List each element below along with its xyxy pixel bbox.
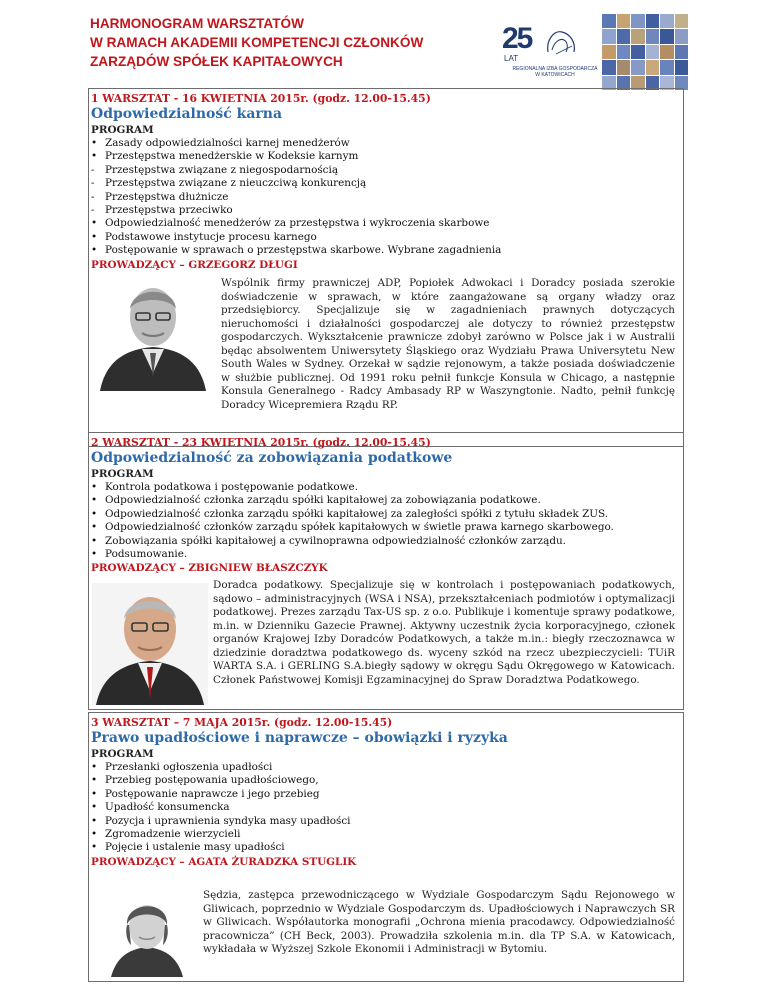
program-list [91,481,681,561]
list-item: • Odpowiedzialność członka zarządu spółki kapitałowej za zobowiązania podatkowe. [91,494,541,507]
title-line-3: ZARZĄDÓW SPÓŁEK KAPITAŁOWYCH [90,54,343,69]
portrait-image [97,889,197,977]
list-item: • Podsumowanie. [91,548,188,561]
list-item: • Zobowiązania spółki kapitałowej a cywilnoprawna odpowiedzialność członków zarządu. [91,534,566,547]
workshop-1 [88,88,684,447]
program-label: PROGRAM [91,748,154,760]
list-item: • Zasady odpowiedzialności karnej menedżerów [91,137,350,149]
lecturer-name: PROWADZĄCY – GRZEGORZ DŁUGI [91,258,298,271]
list-item: • Przebieg postępowania upadłościowego, [91,774,319,787]
program-label: PROGRAM [91,468,154,480]
list-item: • Przesłanki ogłoszenia upadłości [91,761,273,773]
portrait-image [92,273,214,391]
lecturer-bio: Sędzia, zastępca przewodniczącego w Wydziale Gospodarczym Sądu Rejonowego w Gliwicach, poprzednio w Wydziale Gospodarczym ds. Upadłościowych i Naprawczych SR w Gliwicach. Współautorka monografii „Ochrona mienia pracodawcy. Odpowiedzialność pracownicza” (CH Beck, 2003). Prowadziła szkolenia m.in. dla TP S.A. w Katowicach, wykładała w Wyższej Szkole Ekonomii i Administracji w Bytomiu. [203,889,675,955]
lecturer-name: PROWADZĄCY – AGATA ŻURADZKA STUGLIK [91,855,357,868]
workshop-date: 3 WARSZTAT – 7 MAJA 2015r. (godz. 12.00-15.45) [91,716,393,729]
header-photo-mosaic [602,14,688,90]
workshop-2 [88,432,684,710]
title-line-2: W RAMACH AKADEMII KOMPETENCJI CZŁONKÓW [90,35,424,50]
lecturer-photo [97,889,197,977]
lecturer-name: PROWADZĄCY – ZBIGNIEW BŁASZCZYK [91,562,328,575]
list-item: - Przestępstwa związane z niegospodarnością [91,163,339,176]
list-item: • Podstawowe instytucje procesu karnego [91,230,317,243]
list-item: • Zgromadzenie wierzycieli [91,828,241,841]
workshop-3 [88,712,684,982]
logo-number: 25 [502,22,532,55]
lecturer-bio: Doradca podatkowy. Specjalizuje się w kontrolach i postępowaniach podatkowych, sądowo – administracyjnych (WSA i NSA), przekształceniach podmiotów i optymalizacji podatkowej. Prezes zarządu Tax-US sp. z o.o. Publikuje i komentuje sprawy podatkowe, m.in. w Dzienniku Gazecie Prawnej. Aktywny uczestnik życia korporacyjnego, członek organów Krajowej Izby Doradców Podatkowych, a także m.in.: biegły rzeczoznawca w dziedzinie doradztwa podatkowego ds. wyceny szkód na rzecz ubezpieczycieli: TUiR WARTA S.A. i GERLING S.A.biegły sądowy w okręgu Sądu Okręgowego w Katowicach. Członek Państwowej Komisji Egzaminacyjnej do Spraw Doradztwa Podatkowego. [213,579,675,686]
list-item: • Postępowanie w sprawach o przestępstwa skarbowe. Wybrane zagadnienia [91,244,502,257]
list-item: • Odpowiedzialność menedżerów za przestępstwa i wykroczenia skarbowe [91,217,490,230]
logo-lat: LAT [504,54,519,63]
workshop-date: 1 WARSZTAT - 16 KWIETNIA 2015r. (godz. 12.00-15.45) [91,92,431,105]
list-item: • Kontrola podatkowa i postępowanie podatkowe. [91,481,359,493]
list-item: • Odpowiedzialność członków zarządu spółek kapitałowych w świetle prawa karnego skarbowego. [91,521,614,534]
list-item: • Postępowanie naprawcze i jego przebieg [91,787,320,800]
list-item: - Przestępstwa dłużnicze [91,190,229,203]
lecturer-bio: Wspólnik firmy prawniczej ADP, Popiołek Adwokaci i Doradcy posiada szerokie doświadczenie w sprawach, w które zaangażowane są organy władzy oraz przedsiębiorcy. Specjalizuje się w zagadnieniach prawnych dotyczących nieruchomości i działalności gospodarczej ale dotyczy to również przestępstw gospodarczych. Wykształcenie prawnicze zdobył zarówno w Polsce jak i w Australii będąc absolwentem Uniwersytety Śląskiego oraz Wydziału Prawa Universytetu New South Wales w Sydney. Orzekał w sądzie rejonowym, a także posiada doświadczenie w służbie publicznej. Od 1991 roku pełnił funkcje Konsula w Chicago, a następnie Konsula Generalnego - Radcy Ambasady RP w Waszyngtonie. Nadto, pełnił funkcję Doradcy Wicepremiera Rządu RP. [221,277,675,411]
workshop-title: Odpowiedzialność za zobowiązania podatkowe [91,450,453,466]
list-item: - Przestępstwa przeciwko [91,204,233,217]
list-item: - Przestępstwa związane z nieuczciwą konkurencją [91,177,367,190]
program-list [91,761,681,855]
list-item: • Pojęcie i ustalenie masy upadłości [91,841,285,854]
chamber-logo [500,24,600,82]
workshop-date: 2 WARSZTAT - 23 KWIETNIA 2015r. (godz. 12.00-15.45) [91,436,431,449]
title-line-1: HARMONOGRAM WARSZTATÓW [90,16,304,31]
list-item: • Upadłość konsumencka [91,801,230,814]
list-item: • Pozycja i uprawnienia syndyka masy upadłości [91,814,351,827]
list-item: • Przestępstwa menedżerskie w Kodeksie karnym [91,150,359,163]
seal-icon [542,26,582,60]
lecturer-photo [92,583,208,705]
program-label: PROGRAM [91,124,154,136]
portrait-image [92,583,208,705]
workshop-title: Odpowiedzialność karna [91,106,283,122]
workshop-title: Prawo upadłościowe i naprawcze – obowiązki i ryzyka [91,730,508,746]
program-list [91,137,681,258]
lecturer-photo [92,273,214,391]
document-title [90,14,490,71]
list-item: • Odpowiedzialność członka zarządu spółki kapitałowej za zaległości spółki z tytułu składek ZUS. [91,507,609,520]
logo-caption: REGIONALNA IZBA GOSPODARCZA W KATOWICACH [512,66,598,78]
